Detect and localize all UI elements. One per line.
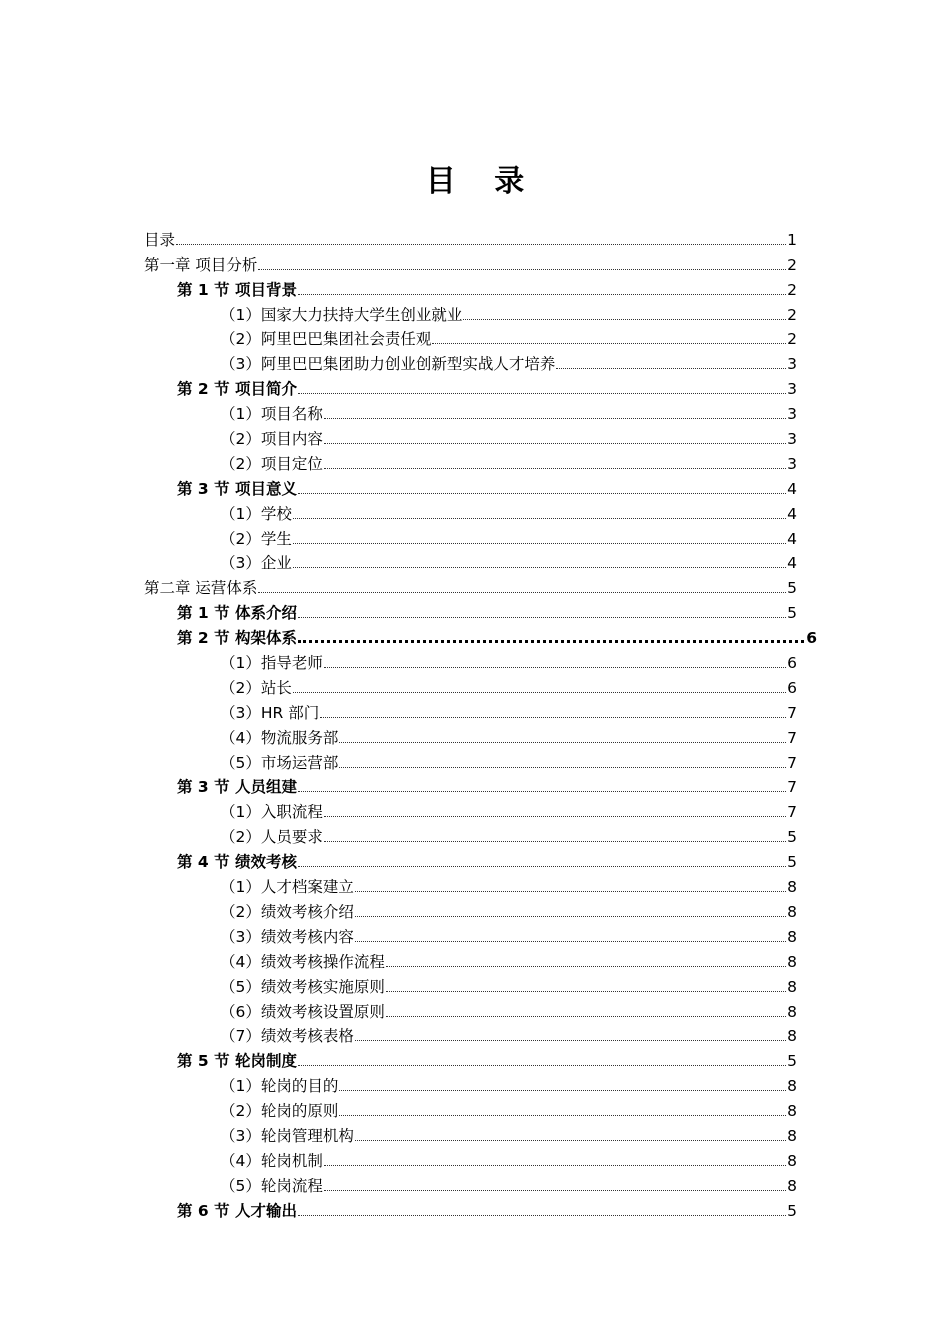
toc-entry-page-number: 3 [787,405,797,424]
toc-entry[interactable] [144,250,797,275]
toc-entry[interactable] [144,424,797,449]
toc-entry[interactable] [144,897,797,922]
toc-dot-leader [293,567,786,568]
toc-entry-page-number: 7 [787,728,797,747]
toc-entry-page-number: 7 [787,778,797,797]
toc-entry-title: 第二章 运营体系 [144,579,258,598]
toc-entry-title: 第 6 节 人才输出 [177,1201,297,1220]
toc-entry-page-number: 2 [787,280,797,299]
toc-entry[interactable] [144,598,797,623]
toc-entry[interactable] [144,648,797,673]
toc-dot-leader [339,1090,786,1091]
toc-entry[interactable] [144,972,797,997]
toc-entry[interactable] [144,399,797,424]
toc-dot-leader [298,640,804,643]
toc-entry-page-number: 8 [787,902,797,921]
toc-entry-page-number: 8 [787,878,797,897]
toc-entry-title: （2）阿里巴巴集团社会责任观 [220,330,432,349]
toc-entry-title: （4）物流服务部 [220,728,339,747]
toc-entry-page-number: 3 [787,454,797,473]
toc-entry-title: 第 5 节 轮岗制度 [177,1052,297,1071]
toc-dot-leader [339,1115,786,1116]
toc-entry-page-number: 8 [787,1151,797,1170]
toc-dot-leader [339,767,786,768]
toc-dot-leader [293,518,786,519]
toc-entry-title: （3）轮岗管理机构 [220,1126,354,1145]
toc-dot-leader [355,1140,786,1141]
toc-dot-leader [324,1165,786,1166]
toc-entry[interactable] [144,275,797,300]
toc-entry-title: （2）学生 [220,529,292,548]
toc-entry-title: 第 3 节 项目意义 [177,479,297,498]
toc-dot-leader [298,791,786,792]
toc-entry-page-number: 5 [787,579,797,598]
toc-entry-title: （5）轮岗流程 [220,1176,323,1195]
toc-entry[interactable] [144,847,797,872]
toc-dot-leader [355,891,786,892]
toc-entry-title: （2）人员要求 [220,828,323,847]
toc-entry-page-number: 5 [787,828,797,847]
toc-entry-title: （1）学校 [220,504,292,523]
toc-entry-title: （3）绩效考核内容 [220,927,354,946]
toc-entry[interactable] [144,1171,797,1196]
toc-entry[interactable] [144,872,797,897]
toc-entry[interactable] [144,1096,797,1121]
toc-entry[interactable] [144,822,797,847]
toc-entry-page-number: 5 [787,1201,797,1220]
toc-entry-page-number: 3 [787,355,797,374]
toc-entry-title: （2）站长 [220,678,292,697]
toc-entry[interactable] [144,1196,797,1221]
toc-entry-page-number: 5 [787,604,797,623]
toc-dot-leader [355,941,786,942]
toc-dot-leader [298,1215,786,1216]
toc-entry-title: （7）绩效考核表格 [220,1027,354,1046]
toc-entry-page-number: 8 [787,927,797,946]
toc-entry-page-number: 1 [787,230,797,249]
toc-entry[interactable] [144,623,817,648]
toc-entry-title: 第一章 项目分析 [144,255,258,274]
toc-dot-leader [386,1016,786,1017]
toc-dot-leader [258,269,786,270]
toc-entry[interactable] [144,922,797,947]
toc-dot-leader [324,841,786,842]
toc-entry-page-number: 8 [787,1077,797,1096]
toc-entry[interactable] [144,300,797,325]
toc-entry-page-number: 7 [787,803,797,822]
toc-entry-title: 第 2 节 项目简介 [177,380,297,399]
toc-entry-title: （5）市场运营部 [220,753,339,772]
toc-dot-leader [386,991,786,992]
toc-entry-page-number: 8 [787,1126,797,1145]
toc-dot-leader [298,1065,786,1066]
toc-entry[interactable] [144,1071,797,1096]
toc-entry-page-number: 3 [787,380,797,399]
toc-entry-page-number: 8 [787,977,797,996]
toc-entry-title: （2）轮岗的原则 [220,1102,339,1121]
toc-entry[interactable] [144,349,797,374]
toc-dot-leader [339,742,786,743]
toc-entry-page-number: 3 [787,430,797,449]
toc-entry[interactable] [144,499,797,524]
toc-entry-page-number: 4 [787,554,797,573]
toc-entry-title: （5）绩效考核实施原则 [220,977,385,996]
toc-entry-title: （4）轮岗机制 [220,1151,323,1170]
toc-entry-page-number: 4 [787,479,797,498]
toc-dot-leader [298,294,786,295]
toc-dot-leader [298,866,786,867]
toc-entry[interactable] [144,1022,797,1047]
toc-entry[interactable] [144,723,797,748]
toc-dot-leader [324,816,786,817]
toc-entry-title: （2）绩效考核介绍 [220,902,354,921]
toc-entry-page-number: 8 [787,1027,797,1046]
toc-entry-page-number: 5 [787,853,797,872]
toc-entry[interactable] [144,549,797,574]
toc-entry[interactable] [144,1146,797,1171]
toc-entry-page-number: 6 [787,654,797,673]
toc-dot-leader [324,418,786,419]
toc-entry[interactable] [144,474,797,499]
toc-entry-title: （1）项目名称 [220,405,323,424]
toc-dot-leader [324,667,786,668]
table-of-contents [144,225,817,1221]
toc-entry-title: （1）指导老师 [220,654,323,673]
toc-dot-leader [463,319,786,320]
toc-dot-leader [320,717,786,718]
toc-entry-page-number: 2 [787,330,797,349]
toc-entry-title: （2）项目定位 [220,454,323,473]
toc-entry-title: （3）阿里巴巴集团助力创业创新型实战人才培养 [220,355,556,374]
toc-entry-title: 第 2 节 构架体系 [177,629,297,648]
toc-dot-leader [355,1040,786,1041]
toc-dot-leader [355,916,786,917]
toc-dot-leader [432,343,786,344]
toc-entry-title: （3）企业 [220,554,292,573]
toc-entry-page-number: 8 [787,1176,797,1195]
toc-entry-title: 第 3 节 人员组建 [177,778,297,797]
toc-entry[interactable] [144,947,797,972]
toc-dot-leader [258,592,786,593]
toc-dot-leader [176,244,786,245]
toc-entry-page-number: 4 [787,529,797,548]
toc-entry-page-number: 6 [787,678,797,697]
toc-entry-page-number: 7 [787,703,797,722]
toc-dot-leader [298,493,786,494]
toc-dot-leader [556,368,786,369]
toc-entry[interactable] [144,797,797,822]
toc-entry-page-number: 7 [787,753,797,772]
toc-entry[interactable] [144,225,797,250]
toc-entry-title: 第 4 节 绩效考核 [177,853,297,872]
toc-entry[interactable] [144,325,797,350]
toc-entry-title: （6）绩效考核设置原则 [220,1002,385,1021]
toc-entry-title: 第 1 节 项目背景 [177,280,297,299]
toc-entry-page-number: 4 [787,504,797,523]
toc-entry-page-number: 2 [787,305,797,324]
toc-entry-title: 第 1 节 体系介绍 [177,604,297,623]
toc-dot-leader [324,443,786,444]
toc-entry[interactable] [144,573,797,598]
toc-entry-title: （1）轮岗的目的 [220,1077,339,1096]
toc-dot-leader [298,393,786,394]
toc-entry[interactable] [144,1046,797,1071]
toc-entry-title: （1）入职流程 [220,803,323,822]
toc-entry-title: （1）国家大力扶持大学生创业就业 [220,305,463,324]
toc-entry[interactable] [144,997,797,1022]
toc-entry-title: （3）HR 部门 [220,703,320,722]
toc-entry[interactable] [144,673,797,698]
toc-entry-page-number: 8 [787,1002,797,1021]
toc-entry[interactable] [144,449,797,474]
toc-entry[interactable] [144,524,797,549]
toc-dot-leader [293,543,786,544]
toc-title: 目 录 [425,164,539,199]
toc-dot-leader [298,617,786,618]
toc-entry[interactable] [144,698,797,723]
toc-dot-leader [293,692,786,693]
toc-entry-page-number: 6 [806,629,817,648]
toc-dot-leader [324,468,786,469]
toc-entry-title: 目录 [144,230,176,249]
toc-entry-page-number: 8 [787,952,797,971]
toc-entry-title: （4）绩效考核操作流程 [220,952,385,971]
toc-entry[interactable] [144,374,797,399]
toc-entry-page-number: 2 [787,255,797,274]
toc-entry-page-number: 5 [787,1052,797,1071]
toc-entry[interactable] [144,748,797,773]
toc-entry-title: （1）人才档案建立 [220,878,354,897]
toc-entry-page-number: 8 [787,1102,797,1121]
toc-entry-title: （2）项目内容 [220,430,323,449]
toc-entry[interactable] [144,1121,797,1146]
toc-dot-leader [324,1190,786,1191]
toc-entry[interactable] [144,773,797,798]
toc-dot-leader [386,966,786,967]
